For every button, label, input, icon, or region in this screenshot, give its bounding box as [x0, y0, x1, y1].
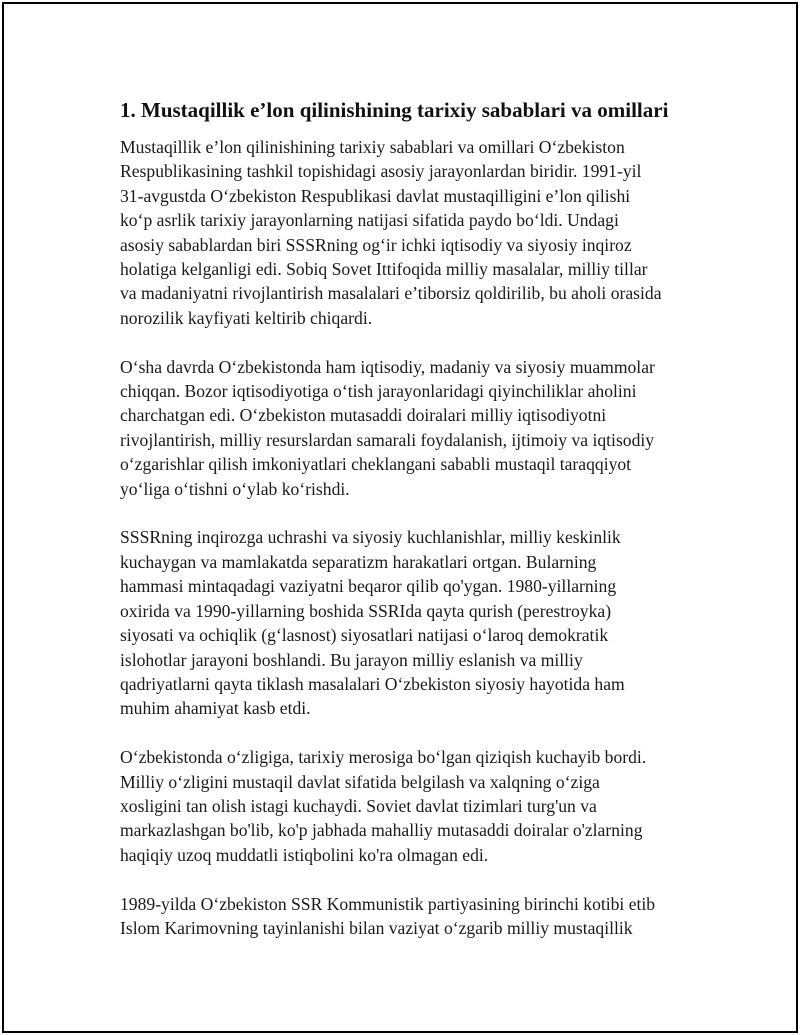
text-line: rivojlantirish, milliy resurslardan samarali foydalanish, ijtimoiy va iqtisodiy	[120, 429, 655, 450]
text-line: oxirida va 1990-yillarning boshida SSRIda qayta qurish (perestroyka)	[120, 600, 612, 621]
text-line: o‘zgarishlar qilish imkoniyatlari cheklangani sababli mustaqil taraqqiyot	[120, 454, 632, 475]
text-line: kuchaygan va mamlakatda separatizm harakatlari ortgan. Bularning	[120, 551, 597, 572]
text-line: holatiga kelganligi edi. Sobiq Sovet Ittifoqida milliy masalalar, milliy tillar	[120, 259, 648, 280]
section-heading: 1. Mustaqillik e’lon qilinishining tarixiy sabablari va omillari	[120, 98, 669, 122]
text-line: 1989-yilda O‘zbekiston SSR Kommunistik partiyasining birinchi kotibi etib	[120, 893, 656, 914]
text-line: va madaniyatni rivojlantirish masalalari e’tiborsiz qoldirilib, bu aholi orasida	[120, 283, 662, 304]
text-line: hammasi mintaqadagi vaziyatni beqaror qilib qo'ygan. 1980-yillarning	[120, 576, 617, 597]
text-line: 31-avgustda O‘zbekiston Respublikasi davlat mustaqilligini e’lon qilishi	[120, 185, 631, 206]
text-line: siyosati va ochiqlik (g‘lasnost) siyosatlari natijasi o‘laroq demokratik	[120, 625, 609, 646]
paragraph-4	[120, 745, 710, 867]
text-line: chiqqan. Bozor iqtisodiyotiga o‘tish jarayonlaridagi qiyinchiliklar aholini	[120, 381, 637, 402]
text-line: ko‘p asrlik tarixiy jarayonlarning natijasi sifatida paydo bo‘ldi. Undagi	[120, 210, 619, 231]
paragraph-5	[120, 892, 710, 941]
text-line: SSSRning inqirozga uchrashi va siyosiy kuchlanishlar, milliy keskinlik	[120, 527, 621, 548]
text-line: haqiqiy uzoq muddatli istiqbolini ko'ra olmagan edi.	[120, 844, 489, 865]
text-line: qadriyatlarni qayta tiklash masalalari O‘zbekiston siyosiy hayotida ham	[120, 673, 625, 694]
text-line: O‘sha davrda O‘zbekistonda ham iqtisodiy, madaniy va siyosiy muammolar	[120, 356, 655, 377]
paragraph-1	[120, 135, 710, 330]
text-line: Islom Karimovning tayinlanishi bilan vaziyat o‘zgarib milliy mustaqillik	[120, 917, 633, 938]
text-line: islohotlar jarayoni boshlandi. Bu jarayon milliy eslanish va milliy	[120, 649, 583, 670]
page-frame	[2, 2, 798, 1033]
text-line: Milliy o‘zligini mustaqil davlat sifatida belgilash va xalqning o‘ziga	[120, 771, 600, 792]
text-line: muhim ahamiyat kasb etdi.	[120, 698, 311, 719]
paragraph-3	[120, 525, 710, 720]
text-line: norozilik kayfiyati keltirib chiqardi.	[120, 307, 373, 328]
text-line: asosiy sabablardan biri SSSRning og‘ir ichki iqtisodiy va siyosiy inqiroz	[120, 234, 632, 255]
text-line: charchatgan edi. O‘zbekiston mutasaddi doiralari milliy iqtisodiyotni	[120, 405, 607, 426]
document-content	[120, 96, 710, 965]
text-line: Mustaqillik e’lon qilinishining tarixiy sabablari va omillari O‘zbekiston	[120, 137, 625, 157]
text-line: Respublikasining tashkil topishidagi asosiy jarayonlardan biridir. 1991-yil	[120, 161, 642, 182]
text-line: O‘zbekistonda o‘zligiga, tarixiy merosiga bo‘lgan qiziqish kuchayib bordi.	[120, 747, 647, 768]
text-line: yo‘liga o‘tishni o‘ylab ko‘rishdi.	[120, 478, 350, 499]
paragraph-2	[120, 355, 710, 501]
text-line: xosligini tan olish istagi kuchaydi. Soviet davlat tizimlari turg'un va	[120, 795, 597, 816]
text-line: markazlashgan bo'lib, ko'p jabhada mahalliy mutasaddi doiralar o'zlarning	[120, 820, 643, 841]
